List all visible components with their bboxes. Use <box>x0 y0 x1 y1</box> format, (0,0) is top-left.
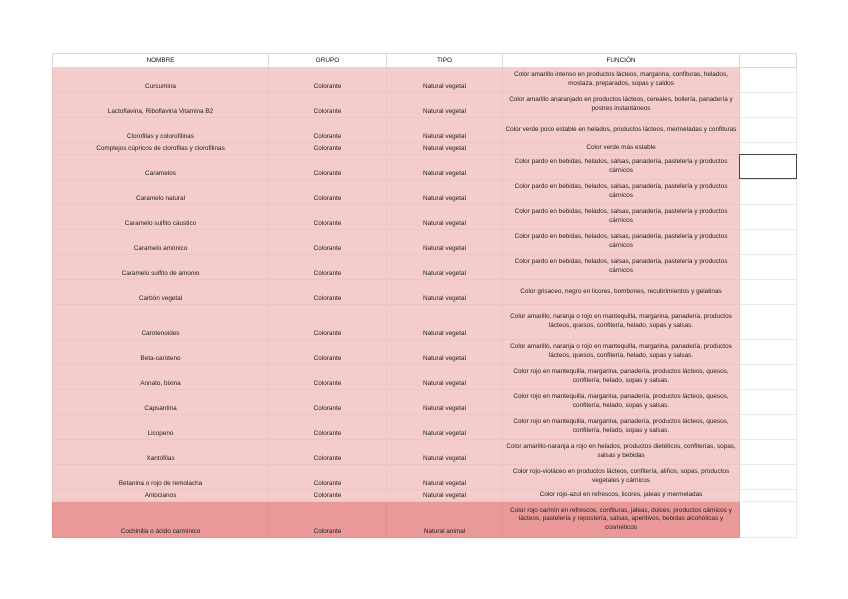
group-cell[interactable]: Colorante <box>269 340 387 365</box>
function-cell[interactable]: Color amarillo, naranja o rojo en mantequilla, margarina, panadería, productos lácteos, quesos, confitería, helado, sopas y salsas. <box>503 305 740 340</box>
group-cell[interactable]: Colorante <box>269 230 387 255</box>
empty-header-cell[interactable] <box>740 54 797 68</box>
function-cell[interactable]: Color amarillo-naranja a rojo en helados, productos dietéticos, confiterías, sopas, salsas y bebidas <box>503 440 740 465</box>
table-body <box>53 68 797 538</box>
empty-cell[interactable] <box>740 490 797 502</box>
type-cell[interactable]: Natural vegetal <box>387 365 503 390</box>
type-cell[interactable]: Natural vegetal <box>387 118 503 143</box>
group-cell[interactable]: Colorante <box>269 180 387 205</box>
type-cell[interactable]: Natural vegetal <box>387 205 503 230</box>
table-row <box>53 255 797 280</box>
selected-cell-outline <box>739 154 797 179</box>
name-cell[interactable]: Xantófilas <box>53 440 269 465</box>
empty-cell[interactable] <box>740 340 797 365</box>
empty-cell[interactable] <box>740 93 797 118</box>
empty-cell[interactable] <box>740 305 797 340</box>
table-row <box>53 180 797 205</box>
group-cell[interactable]: Colorante <box>269 118 387 143</box>
table-row <box>53 205 797 230</box>
header-tipo[interactable]: TIPO <box>387 54 503 68</box>
table-row <box>53 143 797 155</box>
name-cell[interactable]: Caramelo sulfito cáustico <box>53 205 269 230</box>
empty-cell[interactable] <box>740 68 797 93</box>
table-row <box>53 340 797 365</box>
type-cell[interactable]: Natural vegetal <box>387 180 503 205</box>
table-row <box>53 415 797 440</box>
name-cell[interactable]: Betanina o rojo de remolacha <box>53 465 269 490</box>
group-cell[interactable]: Colorante <box>269 280 387 305</box>
group-cell[interactable]: Colorante <box>269 205 387 230</box>
table-row <box>53 93 797 118</box>
group-cell[interactable]: Colorante <box>269 365 387 390</box>
name-cell[interactable]: Beta-caroteno <box>53 340 269 365</box>
table-row <box>53 490 797 502</box>
name-cell[interactable]: Complejos cúpricos de clorofilas y clorofilinas <box>53 143 269 155</box>
group-cell[interactable]: Colorante <box>269 305 387 340</box>
empty-cell[interactable] <box>740 390 797 415</box>
table-row <box>53 390 797 415</box>
name-cell[interactable]: Caramelo amónico <box>53 230 269 255</box>
group-cell[interactable]: Colorante <box>269 440 387 465</box>
type-cell[interactable]: Natural vegetal <box>387 305 503 340</box>
type-cell[interactable]: Natural vegetal <box>387 93 503 118</box>
additives-table <box>52 53 797 538</box>
group-cell[interactable]: Colorante <box>269 93 387 118</box>
header-nombre[interactable]: NOMBRE <box>53 54 269 68</box>
table-row <box>53 305 797 340</box>
table-row <box>53 502 797 538</box>
type-cell[interactable]: Natural vegetal <box>387 415 503 440</box>
type-cell[interactable]: Natural vegetal <box>387 230 503 255</box>
empty-cell[interactable] <box>740 205 797 230</box>
table-row <box>53 68 797 93</box>
name-cell[interactable]: Caramelo natural <box>53 180 269 205</box>
table-row <box>53 155 797 180</box>
type-cell[interactable]: Natural vegetal <box>387 390 503 415</box>
empty-cell[interactable] <box>740 415 797 440</box>
type-cell[interactable]: Natural animal <box>387 502 503 538</box>
name-cell[interactable]: Caramelos <box>53 155 269 180</box>
function-cell[interactable]: Color amarillo intenso en productos lácteos, margarina, confituras, helados, mostaza, preparados, sopas y caldos <box>503 68 740 93</box>
group-cell[interactable]: Colorante <box>269 68 387 93</box>
type-cell[interactable]: Natural vegetal <box>387 68 503 93</box>
group-cell[interactable]: Colorante <box>269 415 387 440</box>
name-cell[interactable]: Clorofilas y colorofilinas <box>53 118 269 143</box>
function-cell[interactable]: Color rojo-azul en refrescos, licores, jaleas y mermeladas <box>503 490 740 502</box>
function-cell[interactable]: Color rojo en mantequilla, margarina, panadería, productos lácteos, quesos, confitería, helado, sopas y salsas. <box>503 390 740 415</box>
header-row <box>53 54 797 68</box>
type-cell[interactable]: Natural vegetal <box>387 143 503 155</box>
function-cell[interactable]: Color pardo en bebidas, helados, salsas, panadería, pastelería y productos cárnicos <box>503 205 740 230</box>
group-cell[interactable]: Colorante <box>269 155 387 180</box>
function-cell[interactable]: Color pardo en bebidas, helados, salsas, panadería, pastelería y productos cárnicos <box>503 180 740 205</box>
type-cell[interactable]: Natural vegetal <box>387 465 503 490</box>
type-cell[interactable]: Natural vegetal <box>387 155 503 180</box>
type-cell[interactable]: Natural vegetal <box>387 440 503 465</box>
function-cell[interactable]: Color pardo en bebidas, helados, salsas, panadería, pastelería y productos cárnicos <box>503 255 740 280</box>
function-cell[interactable]: Color verde poco estable en helados, productos lácteos, mermeladas y confituras <box>503 118 740 143</box>
name-cell[interactable]: Carbón vegetal <box>53 280 269 305</box>
group-cell[interactable]: Colorante <box>269 255 387 280</box>
empty-cell[interactable] <box>740 502 797 538</box>
function-cell[interactable]: Color amarillo anaranjado en productos lácteos, cereales, bollería, panadería y postres instantáneos <box>503 93 740 118</box>
table-row <box>53 465 797 490</box>
function-cell[interactable]: Color rojo en mantequilla, margarina, panadería, productos lácteos, quesos, confitería, helado, sopas y salsas. <box>503 365 740 390</box>
type-cell[interactable]: Natural vegetal <box>387 255 503 280</box>
empty-cell[interactable] <box>740 465 797 490</box>
function-cell[interactable]: Color rojo carmín en refrescos, confituras, jaleas, dulces, productos cárnicos y lácteos, pastelería y repostería, salsas, aperitivos, bebidas alcohólicas y cosméticos <box>503 502 740 538</box>
type-cell[interactable]: Natural vegetal <box>387 340 503 365</box>
name-cell[interactable]: Carotenoides <box>53 305 269 340</box>
table-row <box>53 280 797 305</box>
empty-cell[interactable] <box>740 440 797 465</box>
table-row <box>53 230 797 255</box>
table-row <box>53 365 797 390</box>
name-cell[interactable]: Annato, bixina <box>53 365 269 390</box>
group-cell[interactable]: Colorante <box>269 390 387 415</box>
table-row <box>53 440 797 465</box>
header-funcion[interactable]: FUNCIÓN <box>503 54 740 68</box>
empty-cell[interactable] <box>740 280 797 305</box>
name-cell[interactable]: Cochinilla o ácido carmínico <box>53 502 269 538</box>
empty-cell[interactable] <box>740 180 797 205</box>
type-cell[interactable]: Natural vegetal <box>387 490 503 502</box>
empty-cell[interactable] <box>740 255 797 280</box>
group-cell[interactable]: Colorante <box>269 465 387 490</box>
function-cell[interactable]: Color amarillo, naranja o rojo en mantequilla, margarina, panadería, productos lácteos, quesos, confitería, helado, sopas y salsas. <box>503 340 740 365</box>
function-cell[interactable]: Color pardo en bebidas, helados, salsas, panadería, pastelería y productos cárnicos <box>503 230 740 255</box>
function-cell[interactable]: Color grisaceo, negro en licores, bombones, recubrimientos y gelatinas <box>503 280 740 305</box>
group-cell[interactable]: Colorante <box>269 502 387 538</box>
spreadsheet <box>52 53 797 538</box>
empty-cell[interactable] <box>740 143 797 155</box>
header-grupo[interactable]: GRUPO <box>269 54 387 68</box>
group-cell[interactable]: Colorante <box>269 490 387 502</box>
name-cell[interactable]: Capsantina <box>53 390 269 415</box>
function-cell[interactable]: Color verde más estable <box>503 143 740 155</box>
function-cell[interactable]: Color rojo-violáceo en productos lácteos, confitería, aliños, sopas, productos vegetales y cárnicos <box>503 465 740 490</box>
type-cell[interactable]: Natural vegetal <box>387 280 503 305</box>
function-cell[interactable]: Color pardo en bebidas, helados, salsas, panadería, pastelería y productos cárnicos <box>503 155 740 180</box>
table-row <box>53 118 797 143</box>
name-cell[interactable]: Lactoflavina, Riboflavina Vitamina B2 <box>53 93 269 118</box>
empty-cell[interactable] <box>740 365 797 390</box>
name-cell[interactable]: Licopeno <box>53 415 269 440</box>
empty-cell[interactable] <box>740 118 797 143</box>
empty-cell[interactable] <box>740 230 797 255</box>
function-cell[interactable]: Color rojo en mantequilla, margarina, panadería, productos lácteos, quesos, confitería, helado, sopas y salsas. <box>503 415 740 440</box>
name-cell[interactable]: Curcumina <box>53 68 269 93</box>
name-cell[interactable]: Antocianos <box>53 490 269 502</box>
name-cell[interactable]: Caramelo sulfito de amonio <box>53 255 269 280</box>
group-cell[interactable]: Colorante <box>269 143 387 155</box>
